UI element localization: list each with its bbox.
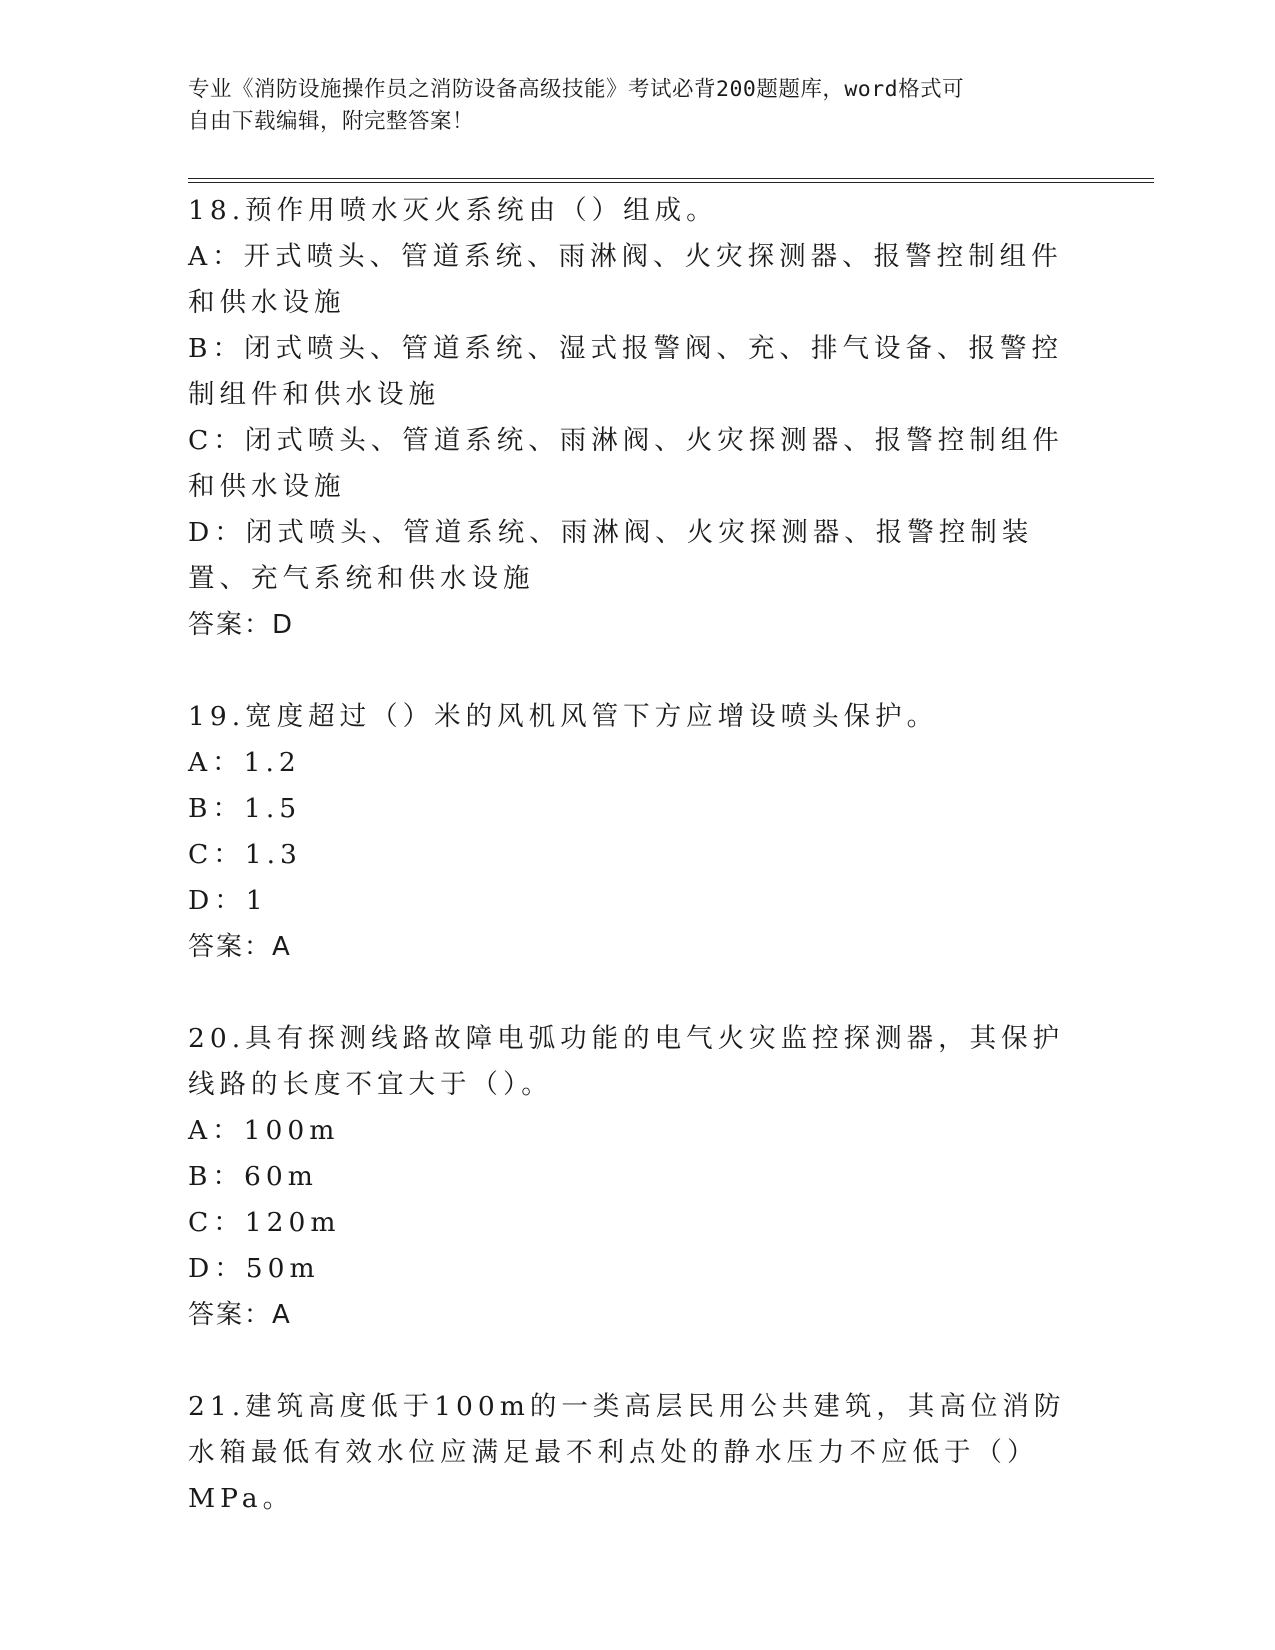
header-divider — [188, 178, 1154, 183]
option-d: D：1 — [188, 885, 268, 916]
option-c: C：1.3 — [188, 839, 302, 870]
option-b: B：闭式喷头、管道系统、湿式报警阀、充、排气设备、报警控制组件和供水设施 — [188, 333, 1063, 410]
option-b: B：60m — [188, 1161, 318, 1192]
question-list — [188, 188, 1078, 1522]
option-a: A：100m — [188, 1115, 340, 1146]
option-d: D：闭式喷头、管道系统、雨淋阀、火灾探测器、报警控制装置、充气系统和供水设施 — [188, 517, 1034, 594]
question-stem: 20.具有探测线路故障电弧功能的电气火灾监控探测器，其保护线路的长度不宜大于（）。 — [188, 1023, 1065, 1100]
question-18 — [188, 188, 1078, 648]
question-20 — [188, 1016, 1078, 1338]
header-line-1: 专业《消防设施操作员之消防设备高级技能》考试必背200题题库，word格式可 — [188, 77, 965, 102]
answer: 答案：A — [188, 1300, 292, 1330]
option-d: D：50m — [188, 1253, 320, 1284]
question-stem: 19.宽度超过（）米的风机风管下方应增设喷头保护。 — [188, 701, 939, 732]
option-b: B：1.5 — [188, 793, 302, 824]
question-21 — [188, 1384, 1078, 1522]
document-header — [188, 74, 1068, 138]
question-19 — [188, 694, 1078, 970]
answer: 答案：A — [188, 932, 292, 962]
question-stem: 18.预作用喷水灭火系统由（）组成。 — [188, 195, 718, 226]
option-c: C：闭式喷头、管道系统、雨淋阀、火灾探测器、报警控制组件和供水设施 — [188, 425, 1064, 502]
option-a: A：开式喷头、管道系统、雨淋阀、火灾探测器、报警控制组件和供水设施 — [188, 241, 1063, 318]
header-line-2: 自由下载编辑，附完整答案！ — [188, 109, 475, 134]
answer: 答案：D — [188, 610, 295, 640]
option-c: C：120m — [188, 1207, 341, 1238]
option-a: A：1.2 — [188, 747, 301, 778]
question-stem: 21.建筑高度低于100m的一类高层民用公共建筑，其高位消防水箱最低有效水位应满足最不利点处的静水压力不应低于（）MPa。 — [188, 1391, 1066, 1514]
